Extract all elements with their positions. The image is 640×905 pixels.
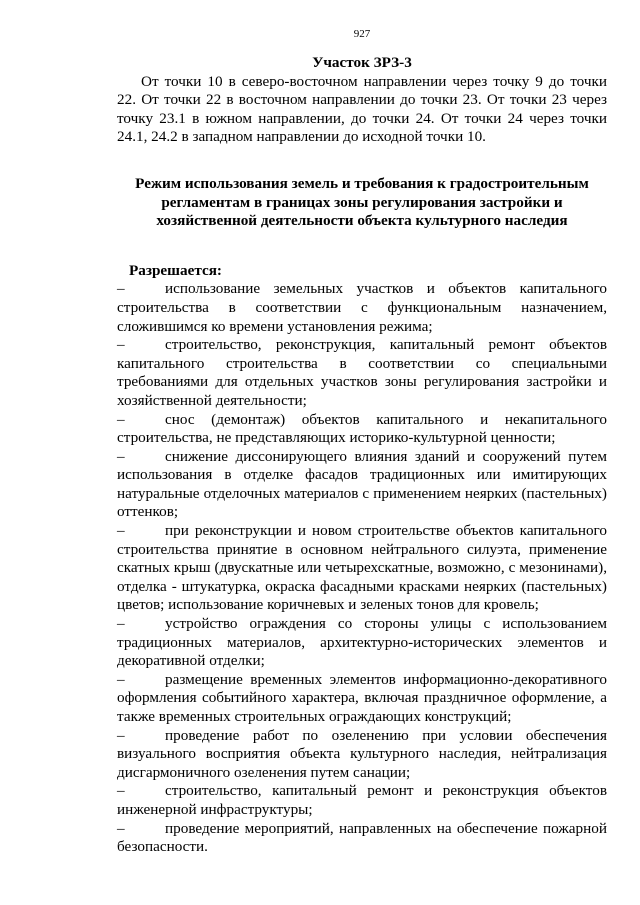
list-item xyxy=(117,727,607,783)
allowed-items-list xyxy=(117,280,607,856)
dash-marker: – xyxy=(117,726,125,744)
dash-marker: – xyxy=(117,410,125,428)
list-item xyxy=(117,782,607,819)
list-item xyxy=(117,522,607,615)
list-item-text: проведение мероприятий, направленных на обеспечение пожарной безопасности. xyxy=(117,819,607,856)
list-item-text: снижение диссонирующего влияния зданий и сооружений путем использования в отделке фасадов традиционных или имитирующих натуральные отделочных материалов с применением неярких (пастельных) оттенков; xyxy=(117,447,607,521)
document-page xyxy=(117,28,607,857)
list-item-text: при реконструкции и новом строительстве объектов капитального строительства принятие в основном нейтрального силуэта, применение скатных крыш (двускатные или четырехскатные, возможно, с мезонинами), отделка - штукатурка, окраска фасадными красками неярких (пастельных) цветов; использование коричневых и зеленых тонов для кровель; xyxy=(117,522,607,614)
dash-marker: – xyxy=(117,819,125,837)
allowed-label: Разрешается: xyxy=(129,261,222,279)
list-item-text: снос (демонтаж) объектов капитального и некапитального строительства, не представляющих историко-культурной ценности; xyxy=(117,410,607,447)
regime-heading: Режим использования земель и требования к градостроительным регламентам в границах зоны регулирования застройки и хозяйственной деятельности объекта культурного наследия xyxy=(135,174,589,230)
dash-marker: – xyxy=(117,615,125,633)
dash-marker: – xyxy=(117,280,125,298)
list-item-text: устройство ограждения со стороны улицы с использованием традиционных материалов, архитектурно-исторических элементов и декоративной отделки; xyxy=(117,615,607,670)
dash-marker: – xyxy=(117,670,125,688)
dash-marker: – xyxy=(117,522,125,540)
dash-marker: – xyxy=(117,336,125,354)
page-number: 927 xyxy=(353,28,371,40)
list-item xyxy=(117,448,607,522)
list-item xyxy=(117,280,607,336)
section-title: Участок ЗРЗ-3 xyxy=(312,54,412,71)
list-item-text: проведение работ по озеленению при условии обеспечения визуального восприятия объекта культурного наследия, нейтрализация дисгармоничного озеленения путем санации; xyxy=(117,726,607,781)
list-item xyxy=(117,615,607,671)
list-item xyxy=(117,820,607,857)
list-item-text: строительство, реконструкция, капитальный ремонт объектов капитального строительства в соответствии со специальными требованиями для отдельных участков зоны регулирования застройки и хозяйственной деятельности; xyxy=(117,336,607,409)
list-item-text: использование земельных участков и объектов капитального строительства в соответствии с функциональным назначением, сложившимся ко времени установления режима; xyxy=(117,280,607,335)
dash-marker: – xyxy=(117,447,125,465)
list-item-text: строительство, капитальный ремонт и реконструкция объектов инженерной инфраструктуры; xyxy=(117,782,607,818)
list-item xyxy=(117,411,607,448)
list-item-text: размещение временных элементов информационно-декоративного оформления событийного характера, включая праздничное оформление, а также временных строительных ограждающих конструкций; xyxy=(117,670,607,725)
route-paragraph: От точки 10 в северо-восточном направлении через точку 9 до точки 22. От точки 22 в восточном направлении до точки 23. От точки 23 через точку 23.1 в южном направлении, до точки 24. От точки 24 через точки 24.1, 24.2 в западном направлении до исходной точки 10. xyxy=(117,72,607,146)
list-item xyxy=(117,336,607,410)
dash-marker: – xyxy=(117,782,125,800)
list-item xyxy=(117,671,607,727)
